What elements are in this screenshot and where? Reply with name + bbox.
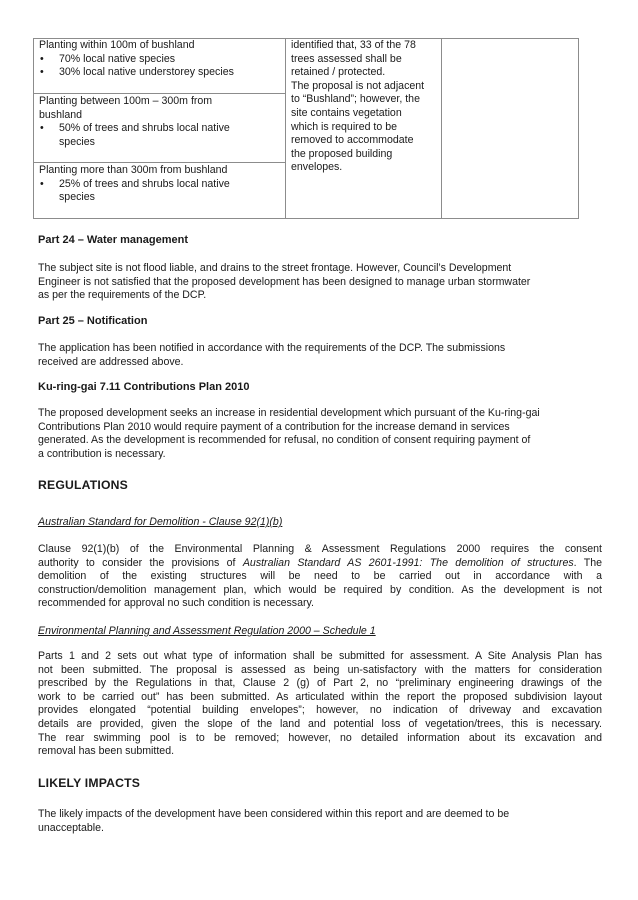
cell-title: Planting within 100m of bushland: [39, 39, 195, 51]
table-cell-within-100m: [39, 39, 279, 80]
table-cell-over-300m: [39, 164, 279, 205]
contributions-paragraph: The proposed development seeks an increase in residential development which pursuant of the Ku-ring-gai Contributions Plan 2010 would require payment of a contribution for the increase demand in services generated. As the development is recommended for refusal, no condition of consent requiring payment of a contribution is necessary.: [38, 407, 540, 460]
list-item: • 25% of trees and shrubs local native species: [40, 177, 230, 204]
bullet-icon: •: [40, 122, 44, 135]
likely-impacts-heading: LIKELY IMPACTS: [38, 776, 141, 790]
schedule1-subheading: Environmental Planning and Assessment Regulation 2000 – Schedule 1: [38, 625, 376, 637]
regulations-heading: REGULATIONS: [38, 478, 128, 492]
part25-heading: Part 25 – Notification: [38, 315, 148, 327]
cell-title: Planting between 100m – 300m from bushland: [39, 95, 213, 121]
list-item: • 50% of trees and shrubs local native species: [40, 122, 230, 148]
table-divider-2: [441, 38, 442, 219]
schedule1-paragraph: Parts 1 and 2 sets out what type of information shall be submitted for assessment. A Site Analysis Plan has not been submitted. The proposal is assessed as being un-satisfactory with the matters for consideration prescribed by the Regulations in that, Clause 2 (g) of Part 2, no “preliminary engineering drawings of the work to be carried out” has been submitted. As articulated within the report the proposed subdivision layout provides elongated “potential building envelopes”; however, no indication of driveway and excavation details are provided, given the slope of the land and potential loss of vegetation/trees, this is necessary. The rear swimming pool is to be removed; however, no detailed information about its excavation and removal has been submitted.: [38, 650, 602, 758]
cell-title: Planting more than 300m from bushland: [39, 164, 228, 176]
bullet-list: [39, 122, 279, 149]
bullet-icon: •: [40, 52, 44, 65]
table-border-left: [33, 38, 34, 219]
table-divider-1: [285, 38, 286, 219]
demolition-subheading: Australian Standard for Demolition - Clause 92(1)(b): [38, 516, 283, 528]
list-item: • 70% local native species: [40, 52, 176, 65]
row-divider-1: [33, 93, 285, 94]
table-border-right: [578, 38, 579, 219]
part24-paragraph: The subject site is not flood liable, and drains to the street frontage. However, Council’s Development Engineer is not satisfied that the proposed development has been designed to manage urban stormwater as per the requirements of the DCP.: [38, 262, 531, 302]
list-item: • 30% local native understorey species: [40, 66, 234, 79]
bullet-list: [39, 178, 279, 205]
table-cell-assessment: identified that, 33 of the 78 trees assessed shall be retained / protected. The proposal is not adjacent to “Bushland”; however, the site contains vegetation which is required to be removed to accommodate the proposed building envelopes.: [291, 39, 425, 174]
part25-paragraph: The application has been notified in accordance with the requirements of the DCP. The submissions received are addressed above.: [38, 342, 506, 368]
bullet-list: [39, 53, 279, 80]
part24-heading: Part 24 – Water management: [38, 234, 188, 246]
row-divider-2: [33, 162, 285, 163]
likely-impacts-paragraph: The likely impacts of the development have been considered within this report and are deemed to be unacceptable.: [38, 808, 510, 834]
contributions-heading: Ku-ring-gai 7.11 Contributions Plan 2010: [38, 381, 250, 393]
table-cell-100-300m: [39, 95, 279, 149]
bullet-icon: •: [40, 66, 44, 79]
bullet-icon: •: [40, 177, 44, 190]
demolition-paragraph: Clause 92(1)(b) of the Environmental Planning & Assessment Regulations 2000 requires the consent authority to consider the provisions of Australian Standard AS 2601-1991: The demolition of structures. The demolition of the existing structures will be need to be carried out in accordance with a construction/demolition management plan, which would be required by condition. As the development is not recommended for approval no such condition is necessary.: [38, 543, 602, 610]
table-border-bottom: [33, 218, 579, 219]
requirements-table: [33, 38, 579, 219]
